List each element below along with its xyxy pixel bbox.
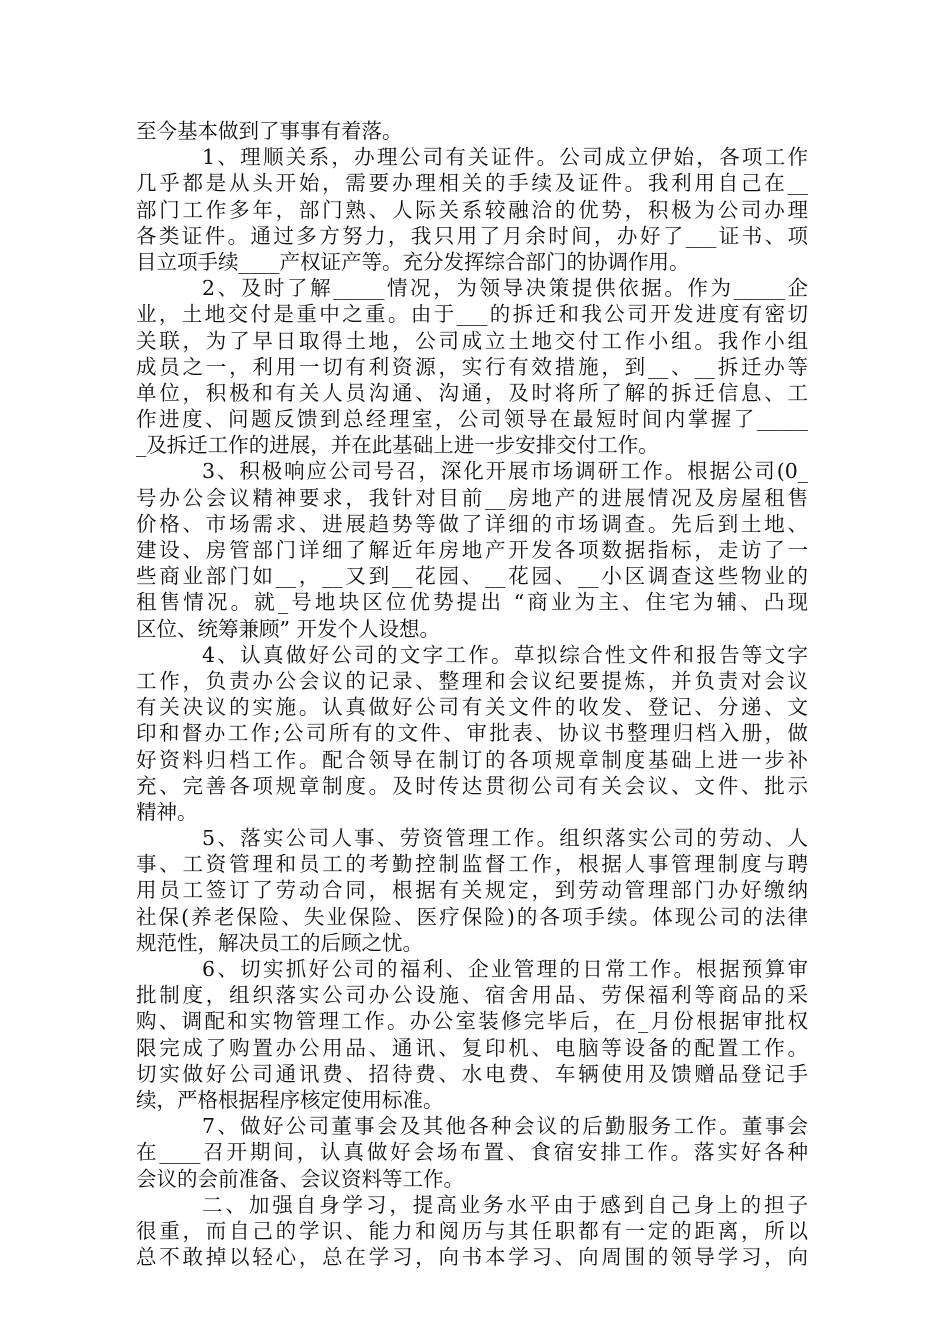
text-line: 社保(养老保险、失业保险、医疗保险)的各项手续。体现公司的法律 (136, 904, 808, 929)
text-line: 关联，为了早日取得土地，公司成立土地交付工作小组。我作小组 (136, 328, 808, 353)
text-line: 二、加强自身学习，提高业务水平由于感到自己身上的担子 (202, 1192, 808, 1217)
text-line: 目立项手续____产权证产等。充分发挥综合部门的协调作用。 (136, 249, 690, 274)
text-line: 切实做好公司通讯费、招待费、水电费、车辆使用及馈赠品登记手 (136, 1061, 808, 1086)
text-line: 规范性，解决员工的后顾之忧。 (136, 930, 423, 955)
text-line: 4、认真做好公司的文字工作。草拟综合性文件和报告等文字 (202, 642, 808, 667)
text-line: 事、工资管理和员工的考勤控制监督工作，根据人事管理制度与聘 (136, 852, 808, 877)
text-line: 购、调配和实物管理工作。办公室装修完毕后，在_月份根据审批权 (136, 1009, 808, 1034)
text-line: 2、及时了解_____情况，为领导决策提供依据。作为_____企 (202, 276, 808, 301)
text-line: 至今基本做到了事事有着落。 (136, 119, 403, 143)
text-line: 很重，而自己的学识、能力和阅历与其任职都有一定的距离，所以 (136, 1218, 808, 1243)
text-line: 在____召开期间，认真做好会场布置、食宿安排工作。落实好各种 (136, 1140, 808, 1165)
text-line: 有关决议的实施。认真做好公司有关文件的收发、登记、分递、文 (136, 695, 808, 720)
text-line: 区位、统筹兼顾” 开发个人设想。 (136, 616, 440, 641)
text-line: 印和督办工作;公司所有的文件、审批表、协议书整理归档入册，做 (136, 721, 808, 746)
text-line: 总不敢掉以轻心，总在学习，向书本学习、向周围的领导学习，向 (136, 1245, 808, 1270)
text-line: 单位，积极和有关人员沟通、沟通，及时将所了解的拆迁信息、工 (136, 380, 808, 405)
text-line: 业，土地交付是重中之重。由于___的拆迁和我公司开发进度有密切 (136, 302, 808, 327)
text-line: 限完成了购置办公用品、通讯、复印机、电脑等设备的配置工作。 (136, 1035, 808, 1060)
text-line: 会议的会前准备、会议资料等工作。 (136, 1166, 464, 1191)
document-body (136, 118, 808, 1270)
text-line: 部门工作多年，部门熟、人际关系较融洽的优势，积极为公司办理 (136, 197, 808, 222)
text-line: _及拆迁工作的进展，并在此基础上进一步安排交付工作。 (136, 433, 659, 458)
text-line: 续，严格根据程序核定使用标准。 (136, 1087, 444, 1112)
text-line: 几乎都是从头开始，需要办理相关的手续及证件。我利用自己在__ (136, 171, 808, 196)
text-line: 些商业部门如__，__又到__花园、__花园、__小区调查这些物业的 (136, 564, 808, 589)
text-line: 建设、房管部门详细了解近年房地产开发各项数据指标，走访了一 (136, 538, 808, 562)
text-line: 3、积极响应公司号召，深化开展市场调研工作。根据公司(0_ (202, 459, 808, 484)
text-line: 好资料归档工作。配合领导在制订的各项规章制度基础上进一步补 (136, 747, 808, 772)
text-line: 租售情况。就_号地块区位优势提出 “商业为主、住宅为辅、凸现 (136, 590, 808, 615)
text-line: 批制度，组织落实公司办公设施、宿舍用品、劳保福利等商品的采 (136, 983, 808, 1008)
text-line: 5、落实公司人事、劳资管理工作。组织落实公司的劳动、人 (202, 826, 808, 851)
text-line: 充、完善各项规章制度。及时传达贯彻公司有关会议、文件、批示 (136, 773, 808, 798)
text-line: 各类证件。通过多方努力，我只用了月余时间，办好了___证书、项 (136, 223, 808, 248)
text-line: 成员之一，利用一切有利资源，实行有效措施，到__、__拆迁办等 (136, 354, 808, 379)
text-line: 用员工签订了劳动合同，根据有关规定，到劳动管理部门办好缴纳 (136, 878, 808, 903)
text-line: 7、做好公司董事会及其他各种会议的后勤服务工作。董事会 (202, 1114, 808, 1139)
text-line: 1、理顺关系，办理公司有关证件。公司成立伊始，各项工作 (202, 145, 808, 170)
text-line: 号办公会议精神要求，我针对目前__房地产的进展情况及房屋租售 (136, 485, 808, 510)
text-line: 6、切实抓好公司的福利、企业管理的日常工作。根据预算审 (202, 957, 808, 981)
text-line: 作进度、问题反馈到总经理室，公司领导在最短时间内掌握了_____ (136, 407, 808, 432)
text-line: 精神。 (136, 799, 198, 824)
text-line: 工作，负责办公会议的记录、整理和会议纪要提炼，并负责对会议 (136, 668, 808, 693)
text-line: 价格、市场需求、进展趋势等做了详细的市场调查。先后到土地、 (136, 511, 808, 536)
